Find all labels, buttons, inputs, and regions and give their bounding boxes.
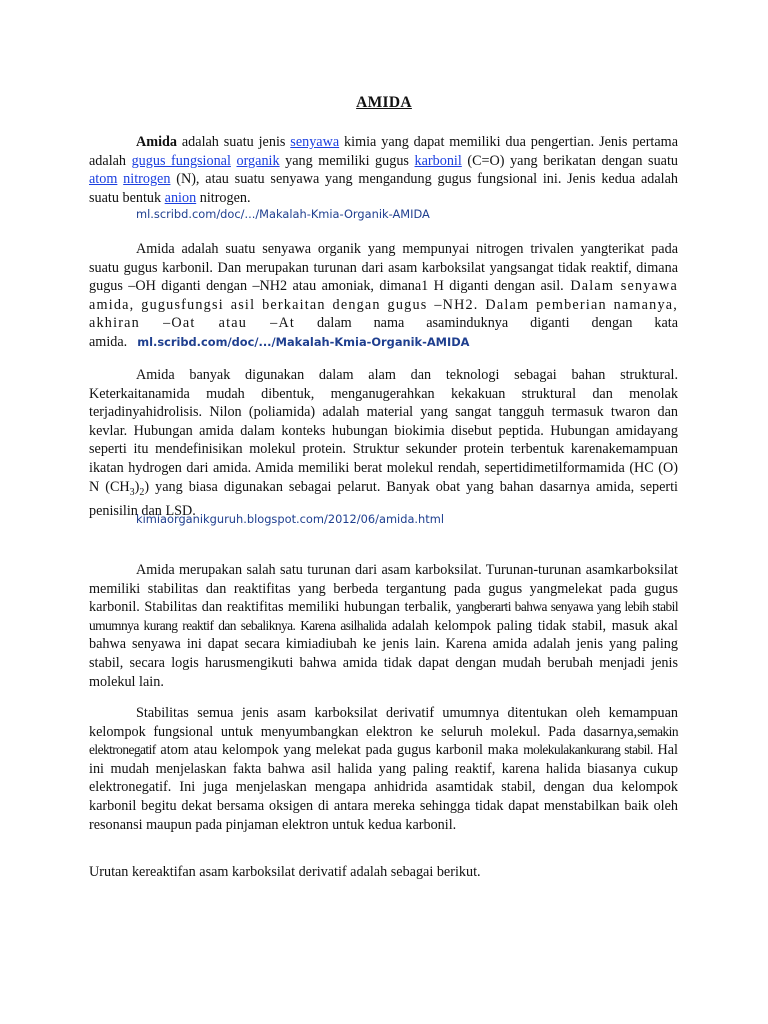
link-gugus-fungsional[interactable]: gugus fungsional xyxy=(131,152,231,169)
paragraph-6: Urutan kereaktifan asam karboksilat derivatif adalah sebagai berikut. xyxy=(89,864,481,880)
link-senyawa[interactable]: senyawa xyxy=(290,134,340,150)
paragraph-2: Amida adalah suatu senyawa organik yang mempunyai nitrogen trivalen yangterikat pada suatu gugus karbonil. Dan merupakan turunan dari asam karboksilat yangsangat tidak reaktif, dimana gugus –OH diganti dengan –NH2 atau amoniak, dimana1 H diganti dengan asil. Dalam senyawa amida, gugusfungsi asil berkaitan dengan gugus –NH2. Dalam pemberian namanya, akhiran –Oat atau –At dalam nama asaminduknya diganti dengan kata amida. ml.scribd.com/doc/.../Makalah-Kmia-Organik-AMIDA xyxy=(89,241,679,350)
paragraph-3: Amida banyak digunakan dalam alam dan teknologi sebagai bahan struktural. Keterkaitanamida mudah dibentuk, menganugerahkan kekakuan struktural dan menolak terjadinyahidrolisis. Nilon (poliamida) adalah material yang sangat tangguh termasuk twaron dan kevlar. Hubungan amida dalam konteks hubungan biokimia disebut peptida. Hubungan amidayang seperti itu mendefinisikan molekul protein. Struktur sekunder protein terbentuk karenakemampuan ikatan hydrogen dari amida. Amida memiliki berat molekul rendah, sepertidimetilformamida (HC (O) N $(CH_3)_2$) yang biasa digunakan sebagai pelarut. Banyak obat yang bahan dasarnya amida, seperti penisilin dan LSD. xyxy=(89,367,678,519)
source-url-1[interactable]: ml.scribd.com/doc/.../Makalah-Kmia-Organik-AMIDA xyxy=(136,207,430,221)
page-title: AMIDA xyxy=(356,94,412,111)
term-amida: Amida xyxy=(136,134,177,150)
link-atom[interactable]: atom xyxy=(89,171,118,188)
source-url-2[interactable]: ml.scribd.com/doc/.../Makalah-Kmia-Organik-AMIDA xyxy=(137,334,470,349)
link-organik[interactable]: organik xyxy=(236,152,280,169)
paragraph-1: Amida adalah suatu jenis senyawa kimia yang dapat memiliki dua pengertian. Jenis pertama adalah gugus fungsional organik yang memiliki gugus karbonil (C=O) yang berikatan dengan suatu atom nitrogen (N), atau suatu senyawa yang mengandung gugus fungsional ini. Jenis kedua adalah suatu bentuk anion nitrogen. xyxy=(89,134,679,206)
paragraph-4: Amida merupakan salah satu turunan dari asam karboksilat. Turunan-turunan asamkarboksilat memiliki stabilitas dan reaktifitas yang berbeda tergantung pada gugus yangmelekat pada gugus karbonil. Stabilitas dan reaktifitas memiliki hubungan terbalik, yangberarti bahwa senyawa yang lebih stabil umumnya kurang reaktif dan sebaliknya. Karena asilhalida adalah kelompok paling tidak stabil, masuk akal bahwa senyawa ini dapat secara kimiadiubah ke jenis lain. Karena amida adalah jenis yang paling stabil, secara logis harusmengikuti bahwa amida tidak dapat dengan mudah berubah menjadi jenis molekul lain. xyxy=(89,562,678,690)
paragraph-5: Stabilitas semua jenis asam karboksilat derivatif umumnya ditentukan oleh kemampuan kelompok fungsional untuk menyumbangkan elektron ke seluruh molekul. Pada dasarnya,semakin elektronegatif atom atau kelompok yang melekat pada gugus karbonil maka molekulakankurang stabil. Hal ini mudah menjelaskan fakta bahwa asil halida yang paling reaktif, karena halida biasanya cukup elektronegatif. Ini juga menjelaskan mengapa anhidrida asamtidak stabil, dengan dua kelompok karbonil begitu dekat bersama oksigen di antara mereka sehingga tidak dapat menstabilkan baik oleh resonansi maupun pada pinjaman elektron untuk kedua karbonil. xyxy=(89,705,678,833)
link-nitrogen[interactable]: nitrogen xyxy=(123,171,171,188)
source-url-3[interactable]: kimiaorganikguruh.blogspot.com/2012/06/amida.html xyxy=(136,512,444,526)
link-anion[interactable]: anion xyxy=(164,189,197,206)
link-karbonil[interactable]: karbonil xyxy=(414,152,462,169)
